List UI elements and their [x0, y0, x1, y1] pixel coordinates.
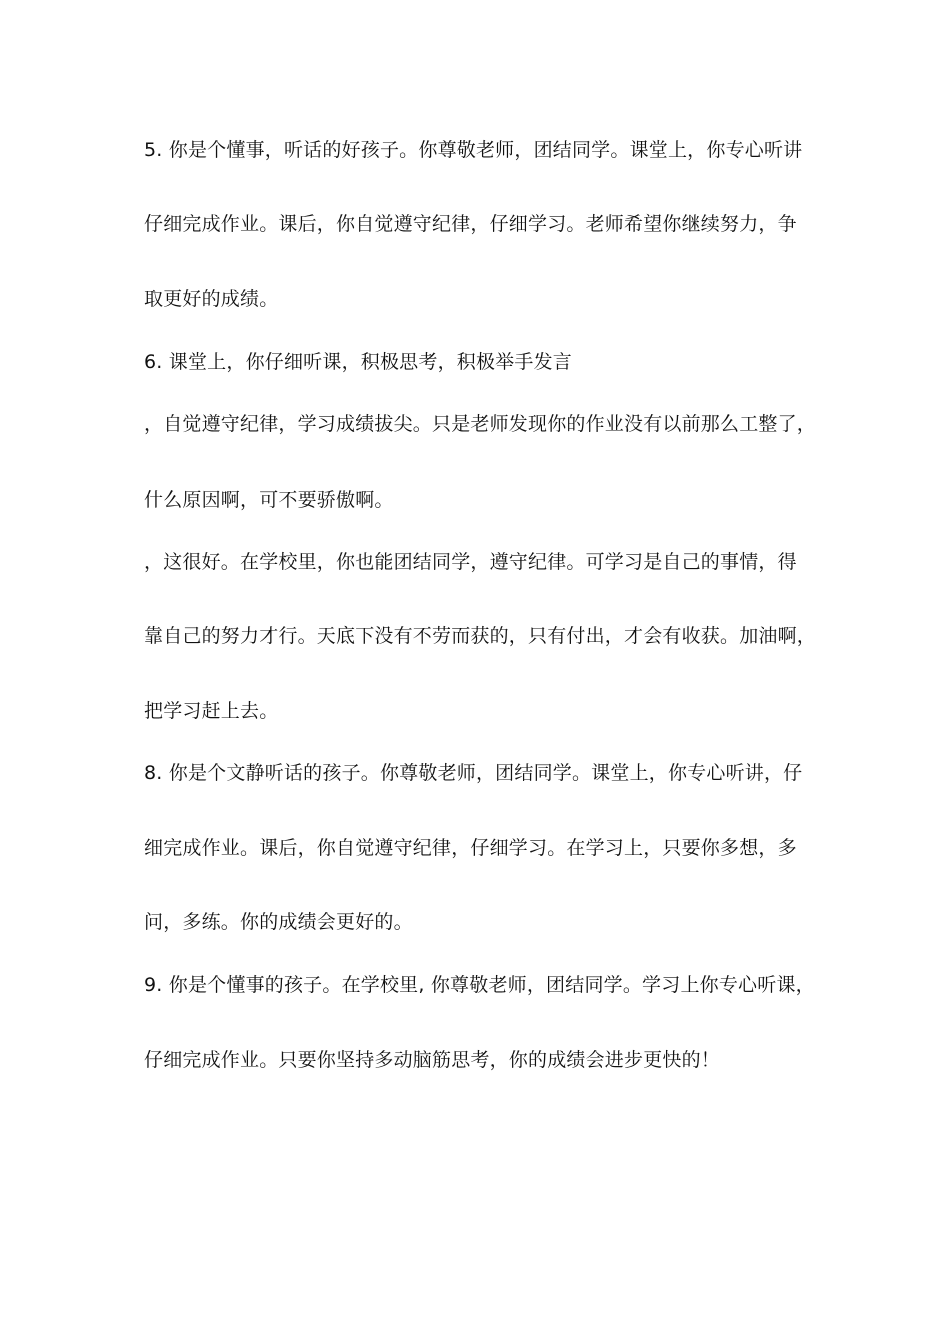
paragraph-6-line-1: 6. 课堂上，你仔细听课，积极思考，积极举手发言 — [144, 351, 572, 373]
paragraph-7-line-3: 把学习赶上去。 — [144, 700, 279, 722]
paragraph-8-line-1: 8. 你是个文静听话的孩子。你尊敬老师，团结同学。课堂上，你专心听讲，仔 — [144, 762, 803, 784]
paragraph-5-line-1: 5. 你是个懂事，听话的好孩子。你尊敬老师，团结同学。课堂上，你专心听讲 — [144, 139, 803, 161]
paragraph-5-line-2: 仔细完成作业。课后，你自觉遵守纪律，仔细学习。老师希望你继续努力，争 — [144, 213, 797, 235]
paragraph-7-line-1: ，这很好。在学校里，你也能团结同学，遵守纪律。可学习是自己的事情，得 — [144, 551, 797, 573]
paragraph-7-line-2: 靠自己的努力才行。天底下没有不劳而获的，只有付出，才会有收获。加油啊， — [144, 625, 817, 647]
paragraph-5-line-3: 取更好的成绩。 — [144, 288, 279, 310]
paragraph-9-line-2: 仔细完成作业。只要你坚持多动脑筋思考，你的成绩会进步更快的！ — [144, 1049, 721, 1071]
paragraph-9-line-1: 9. 你是个懂事的孩子。在学校里, 你尊敬老师，团结同学。学习上你专心听课， — [144, 974, 815, 996]
paragraph-6-line-2: ，自觉遵守纪律，学习成绩拔尖。只是老师发现你的作业没有以前那么工整了， — [144, 413, 817, 435]
paragraph-8-line-3: 问，多练。你的成绩会更好的。 — [144, 911, 413, 933]
paragraph-8-line-2: 细完成作业。课后，你自觉遵守纪律，仔细学习。在学习上，只要你多想，多 — [144, 837, 797, 859]
paragraph-6-line-3: 什么原因啊，可不要骄傲啊。 — [144, 489, 394, 511]
